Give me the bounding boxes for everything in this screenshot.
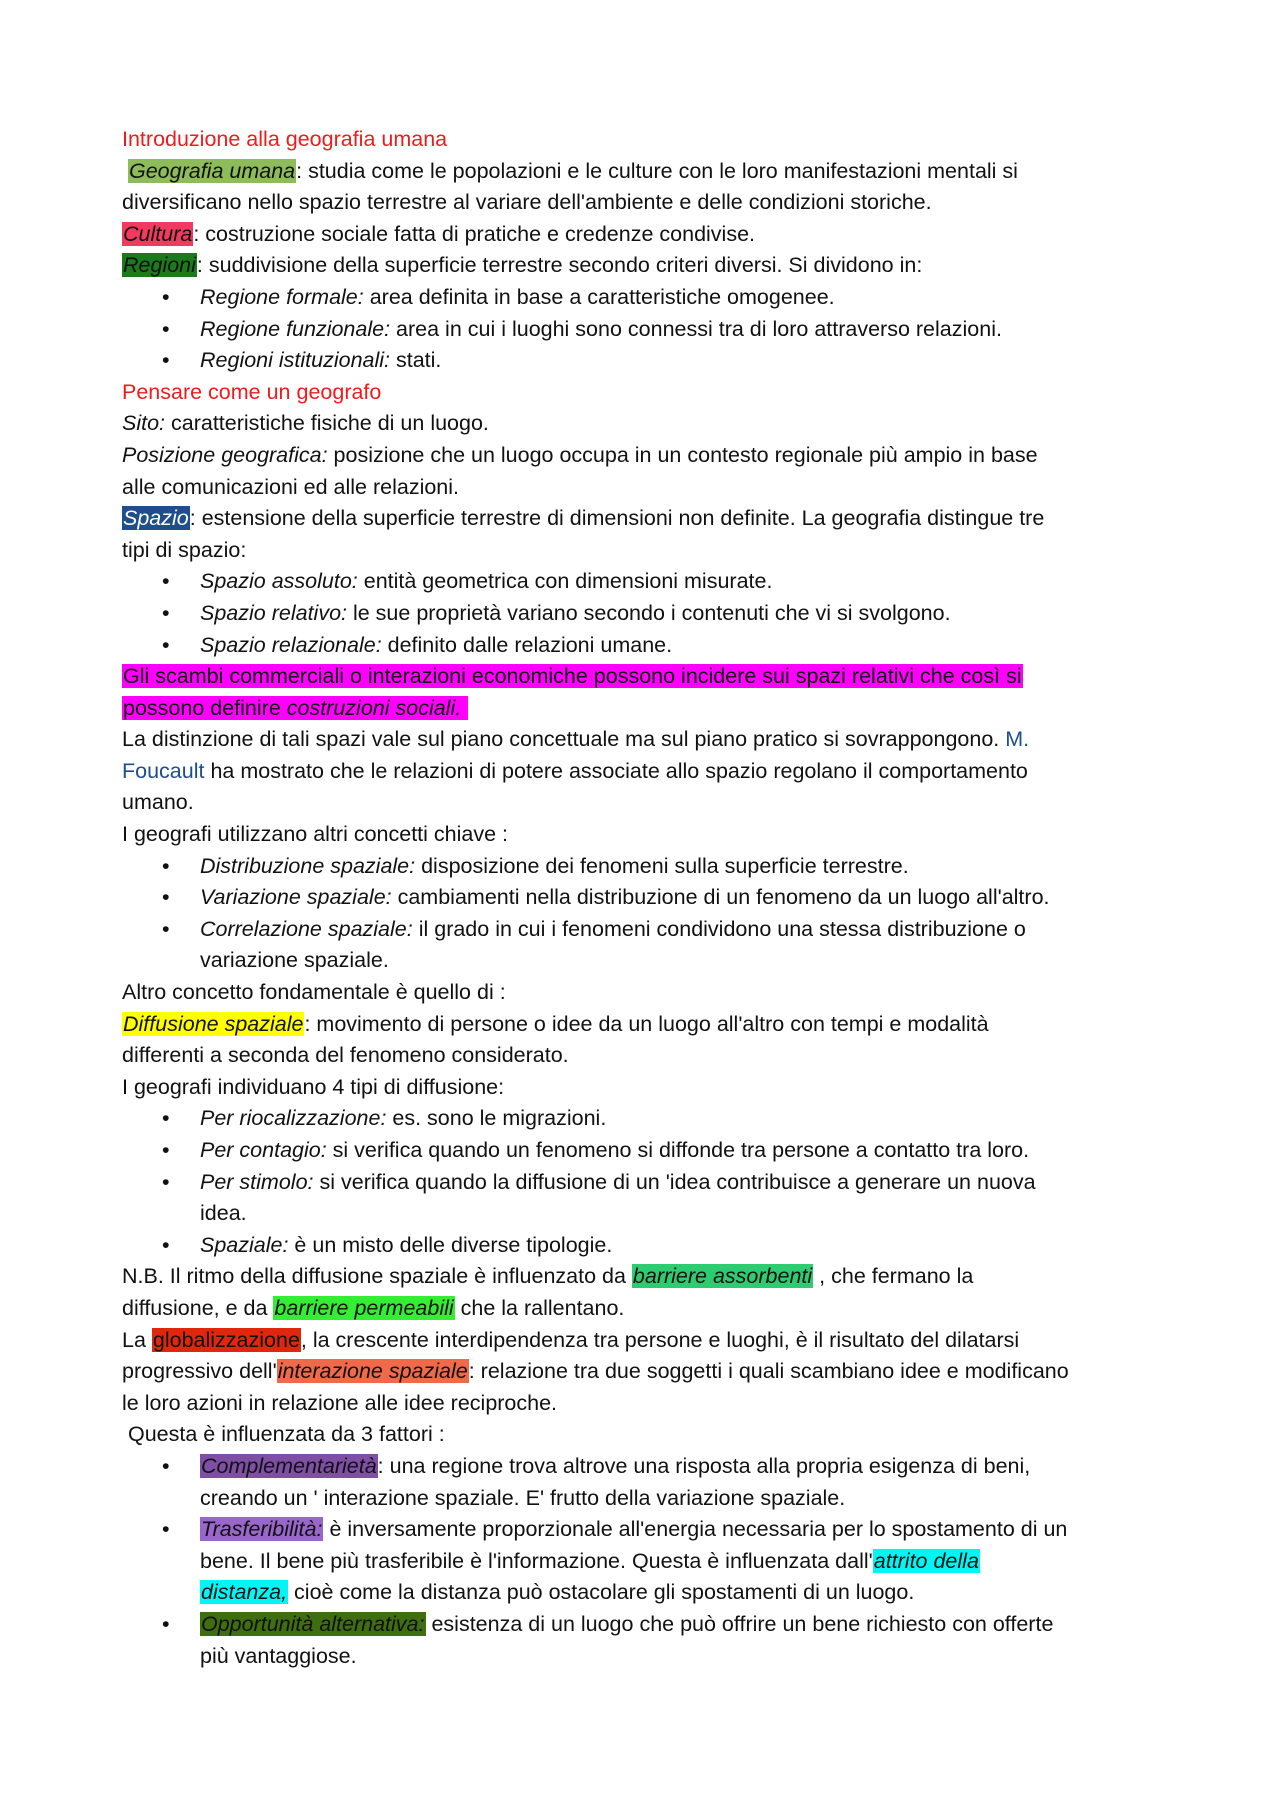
list-item: • Regione formale: area definita in base a caratteristiche omogenee. (122, 282, 1182, 314)
list-item: • Correlazione spaziale: il grado in cui i fenomeni condividono una stessa distribuzione o (122, 914, 1182, 946)
paragraph-concetti: I geografi utilizzano altri concetti chiave : (122, 822, 509, 847)
section-title-intro: Introduzione alla geografia umana (122, 127, 448, 151)
term-barriere-assorbenti: barriere assorbenti (632, 1264, 813, 1289)
term-interazione-spaziale: interazione spaziale (277, 1359, 468, 1384)
term-cultura: Cultura (123, 221, 193, 246)
list-item: • Regione funzionale: area in cui i luoghi sono connessi tra di loro attraverso relazioni. (122, 314, 1182, 346)
paragraph-tipi: I geografi individuano 4 tipi di diffusione: (122, 1074, 505, 1099)
paragraph-spazio: Spazio: estensione della superficie terrestre di dimensioni non definite. La geografia distingue tre (123, 506, 1045, 531)
term-geografia-umana: Geografia umana (128, 158, 296, 183)
list-item: • Per stimolo: si verifica quando la diffusione di un 'idea contribuisce a generare un nuova (122, 1167, 1182, 1199)
list-item: • Opportunità alternativa: esistenza di un luogo che può offrire un bene richiesto con offerte (122, 1609, 1182, 1641)
document-page: Introduzione alla geografia umana Geografia umana: studia come le popolazioni e le culture con le loro manifestazioni mentali si diversificano nello spazio terrestre al variare dell'ambiente e delle condizioni storiche. Cultura: costruzione sociale fatta di pratiche e credenze condivise. Regioni: suddivisione della superficie terrestre secondo criteri diversi. Si dividono in: • Regione formale: area definita in base a caratteristiche omogenee. • Regione funzionale: area in cui i luoghi sono connessi tra di loro attraverso relazioni. • Regioni istituzionali: stati. Pensare come un geografo Sito: caratteristiche fisiche di un luogo. Posizione geografica: posizione che un luogo occupa in un contesto regionale più ampio in base alle comunicazioni ed alle relazioni. Spazio: estensione della superficie terrestre di dimensioni non definite. La geografia distingue tre tipi di spazio: • Spazio assoluto: entità geometrica con dimensioni misurate. • Spazio relativo: le sue proprietà variano secondo i contenuti che vi si svolgono. • Spazio relazionale: definito dalle relazioni umane. Gli scambi commerciali o interazioni economiche possono incidere sui spazi relativi che così si possono definire costruzioni sociali. La distinzione di tali spazi vale sul piano concettuale ma sul piano pratico si sovrappongono. M. Foucault ha mostrato che le relazioni di potere associate allo spazio regolano il comportamento umano. I geografi utilizzano altri concetti chiave : • Distribuzione spaziale: disposizione dei fenomeni sulla superficie terrestre. • Variazione spaziale: cambiamenti nella distribuzione di un fenomeno da un luogo all'altro. • Correlazione spaziale: il grado in cui i fenomeni condividono una stessa distribuzione o variazione spaziale. Altro concetto fondamentale è quello di : Diffusione spaziale: movimento di persone o idee da un luogo all'altro con tempi e modalità differenti a seconda del fenomeno considerato. I geografi individuano 4 tipi di diffusione: • Per riocalizzazione: es. sono le migrazioni. • Per contagio: si verifica quando un fenomeno si diffonde tra persone a contatto tra loro. • Per stimolo: si verifica quando la diffusione di un 'idea contribuisce a generare un nuova idea. • Spaziale: è un misto delle diverse tipologie. N.B. Il ritmo della diffusione spaziale è influenzato da barriere assorbenti , che fermano la diffusione, e da barriere permeabili che la rallentano. La globalizzazione, la crescente interdipendenza tra persone e luoghi, è il risultato del dilatarsi progressivo dell'interazione spaziale: relazione tra due soggetti i quali scambiano idee e modificano le loro azioni in relazione alle idee reciproche. Questa è influenzata da 3 fattori : • Complementarietà: una regione trova altrove una risposta alla propria esigenza di beni, creando un ' interazione spaziale. E' frutto della variazione spaziale. • Trasferibilità: è inversamente proporzionale all'energia necessaria per lo spostamento di un bene. Il bene più trasferibile è l'informazione. Questa è influenzata dall'attrito della distanza, cioè come la distanza può ostacolare gli spostamenti di un luogo. • Opportunità alternativa: esistenza di un luogo che può offrire un bene richiesto con offerte più vantaggiose. (122, 124, 1182, 1672)
term-barriere-permeabili: barriere permeabili (274, 1295, 454, 1320)
list-item: • Spazio relazionale: definito dalle relazioni umane. (122, 630, 1182, 662)
paragraph-altro: Altro concetto fondamentale è quello di : (122, 980, 506, 1005)
paragraph-nb: N.B. Il ritmo della diffusione spaziale è influenzato da barriere assorbenti , che fermano la (122, 1264, 974, 1289)
list-item: • Regioni istituzionali: stati. (122, 345, 1182, 377)
list-item: • Spazio relativo: le sue proprietà variano secondo i contenuti che vi si svolgono. (122, 598, 1182, 630)
list-item: • Per riocalizzazione: es. sono le migrazioni. (122, 1103, 1182, 1135)
paragraph-posizione: Posizione geografica: posizione che un luogo occupa in un contesto regionale più ampio in base (122, 442, 1038, 467)
paragraph-diffusione: Diffusione spaziale: movimento di persone o idee da un luogo all'altro con tempi e modalità (123, 1011, 989, 1036)
list-item: • Distribuzione spaziale: disposizione dei fenomeni sulla superficie terrestre. (122, 851, 1182, 883)
list-item: • Complementarietà: una regione trova altrove una risposta alla propria esigenza di beni, (122, 1451, 1182, 1483)
paragraph-scambi: Gli scambi commerciali o interazioni economiche possono incidere sui spazi relativi che così si (123, 664, 1022, 689)
term-globalizzazione: globalizzazione (152, 1327, 300, 1352)
term-trasferibilita: Trasferibilità: (201, 1517, 323, 1542)
section-title-geografo: Pensare come un geografo (122, 379, 382, 404)
paragraph-geografia-umana: Geografia umana: studia come le popolazioni e le culture con le loro manifestazioni mentali si (128, 158, 1018, 183)
paragraph-fattori: Questa è influenzata da 3 fattori : (122, 1422, 445, 1447)
term-regioni: Regioni (123, 253, 196, 278)
paragraph-distinzione: La distinzione di tali spazi vale sul piano concettuale ma sul piano pratico si sovrappongono. M. (122, 727, 1030, 752)
author-foucault-initial: M. (1005, 727, 1030, 752)
list-item: • Spazio assoluto: entità geometrica con dimensioni misurate. (122, 566, 1182, 598)
term-opportunita-alternativa: Opportunità alternativa: (201, 1611, 425, 1636)
list-item: • Per contagio: si verifica quando un fenomeno si diffonde tra persone a contatto tra loro. (122, 1135, 1182, 1167)
term-spazio: Spazio (123, 506, 189, 531)
paragraph-sito: Sito: caratteristiche fisiche di un luogo. (122, 411, 489, 436)
paragraph-cultura: Cultura: costruzione sociale fatta di pratiche e credenze condivise. (123, 221, 756, 246)
list-item: • Variazione spaziale: cambiamenti nella distribuzione di un fenomeno da un luogo all'altro. (122, 882, 1182, 914)
list-item: • Spaziale: è un misto delle diverse tipologie. (122, 1230, 1182, 1262)
paragraph-regioni: Regioni: suddivisione della superficie terrestre secondo criteri diversi. Si dividono in: (123, 253, 923, 278)
term-attrito-distanza: attrito della (873, 1548, 979, 1573)
author-foucault: Foucault (122, 758, 205, 783)
paragraph-globalizzazione: La globalizzazione, la crescente interdipendenza tra persone e luoghi, è il risultato del dilatarsi (122, 1327, 1020, 1352)
term-complementarieta: Complementarietà (201, 1453, 377, 1478)
list-item: • Trasferibilità: è inversamente proporzionale all'energia necessaria per lo spostamento di un (122, 1514, 1182, 1546)
term-diffusione-spaziale: Diffusione spaziale (123, 1011, 304, 1036)
